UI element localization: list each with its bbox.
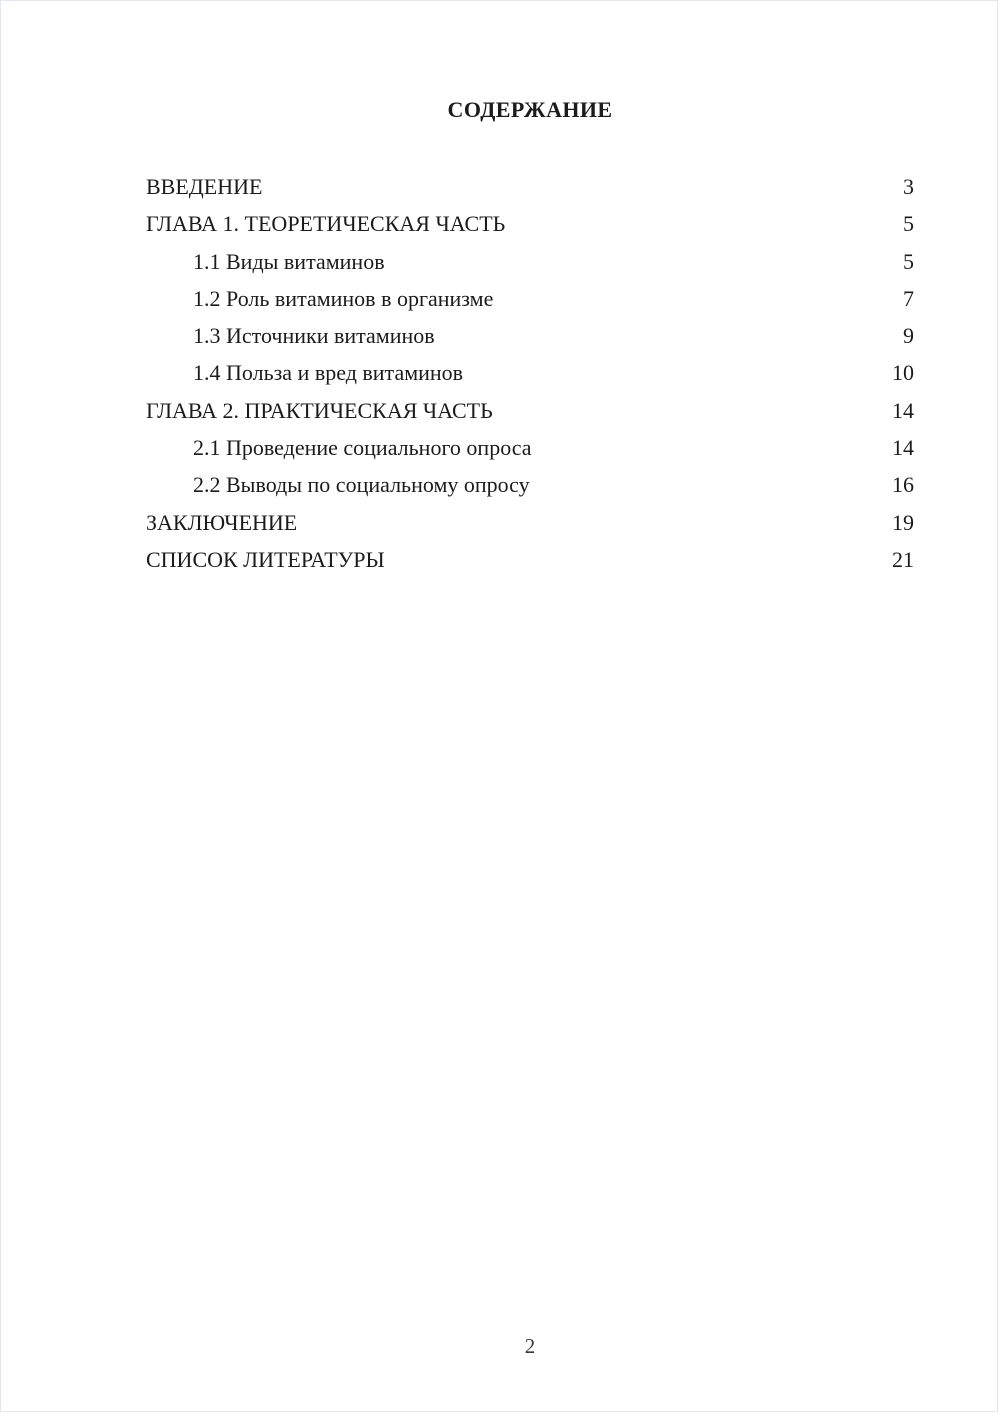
toc-entry-label: 1.3 Источники витаминов (193, 323, 435, 349)
toc-title: СОДЕРЖАНИЕ (447, 97, 613, 122)
toc-entry-label: ВВЕДЕНИЕ (146, 174, 263, 199)
toc-entry-page-number: 19 (892, 509, 914, 535)
toc-row (146, 317, 914, 354)
toc-entry-page-number: 21 (892, 546, 914, 572)
toc-entry-page-number: 16 (892, 472, 914, 498)
toc-entry-page-number: 3 (903, 174, 914, 199)
toc-row (146, 541, 914, 578)
toc-row (146, 205, 914, 242)
toc-entry-label: 2.2 Выводы по социальному опросу (193, 472, 530, 498)
toc-entry-label: СПИСОК ЛИТЕРАТУРЫ (146, 546, 385, 572)
toc-entry-label: 1.4 Польза и вред витаминов (193, 360, 464, 386)
toc-row (146, 392, 914, 429)
toc-entry-label: 1.1 Виды витаминов (193, 248, 385, 274)
toc-entry-label: ЗАКЛЮЧЕНИЕ (146, 509, 298, 535)
toc-row (146, 429, 914, 466)
toc-entry-label: ГЛАВА 2. ПРАКТИЧЕСКАЯ ЧАСТЬ (146, 397, 493, 423)
toc-entry-page-number: 14 (892, 397, 914, 423)
toc-entry-page-number: 9 (903, 323, 914, 349)
toc-entry-page-number: 7 (903, 285, 914, 311)
toc-entry-label: 2.1 Проведение социального опроса (193, 435, 532, 461)
toc-entry-page-number: 5 (903, 248, 914, 274)
toc-row (146, 243, 914, 280)
toc-row (146, 466, 914, 503)
toc-entry-page-number: 14 (892, 435, 914, 461)
toc-row (146, 280, 914, 317)
toc-entry-label: ГЛАВА 1. ТЕОРЕТИЧЕСКАЯ ЧАСТЬ (146, 211, 506, 237)
table-of-contents (146, 168, 914, 578)
toc-entry-label: 1.2 Роль витаминов в организме (193, 285, 494, 311)
page-content (146, 97, 914, 578)
toc-entry-page-number: 5 (903, 211, 914, 237)
toc-row (146, 504, 914, 541)
toc-entry-page-number: 10 (892, 360, 914, 386)
toc-row (146, 354, 914, 391)
toc-row (146, 168, 914, 205)
footer-page-number: 2 (524, 1334, 536, 1358)
